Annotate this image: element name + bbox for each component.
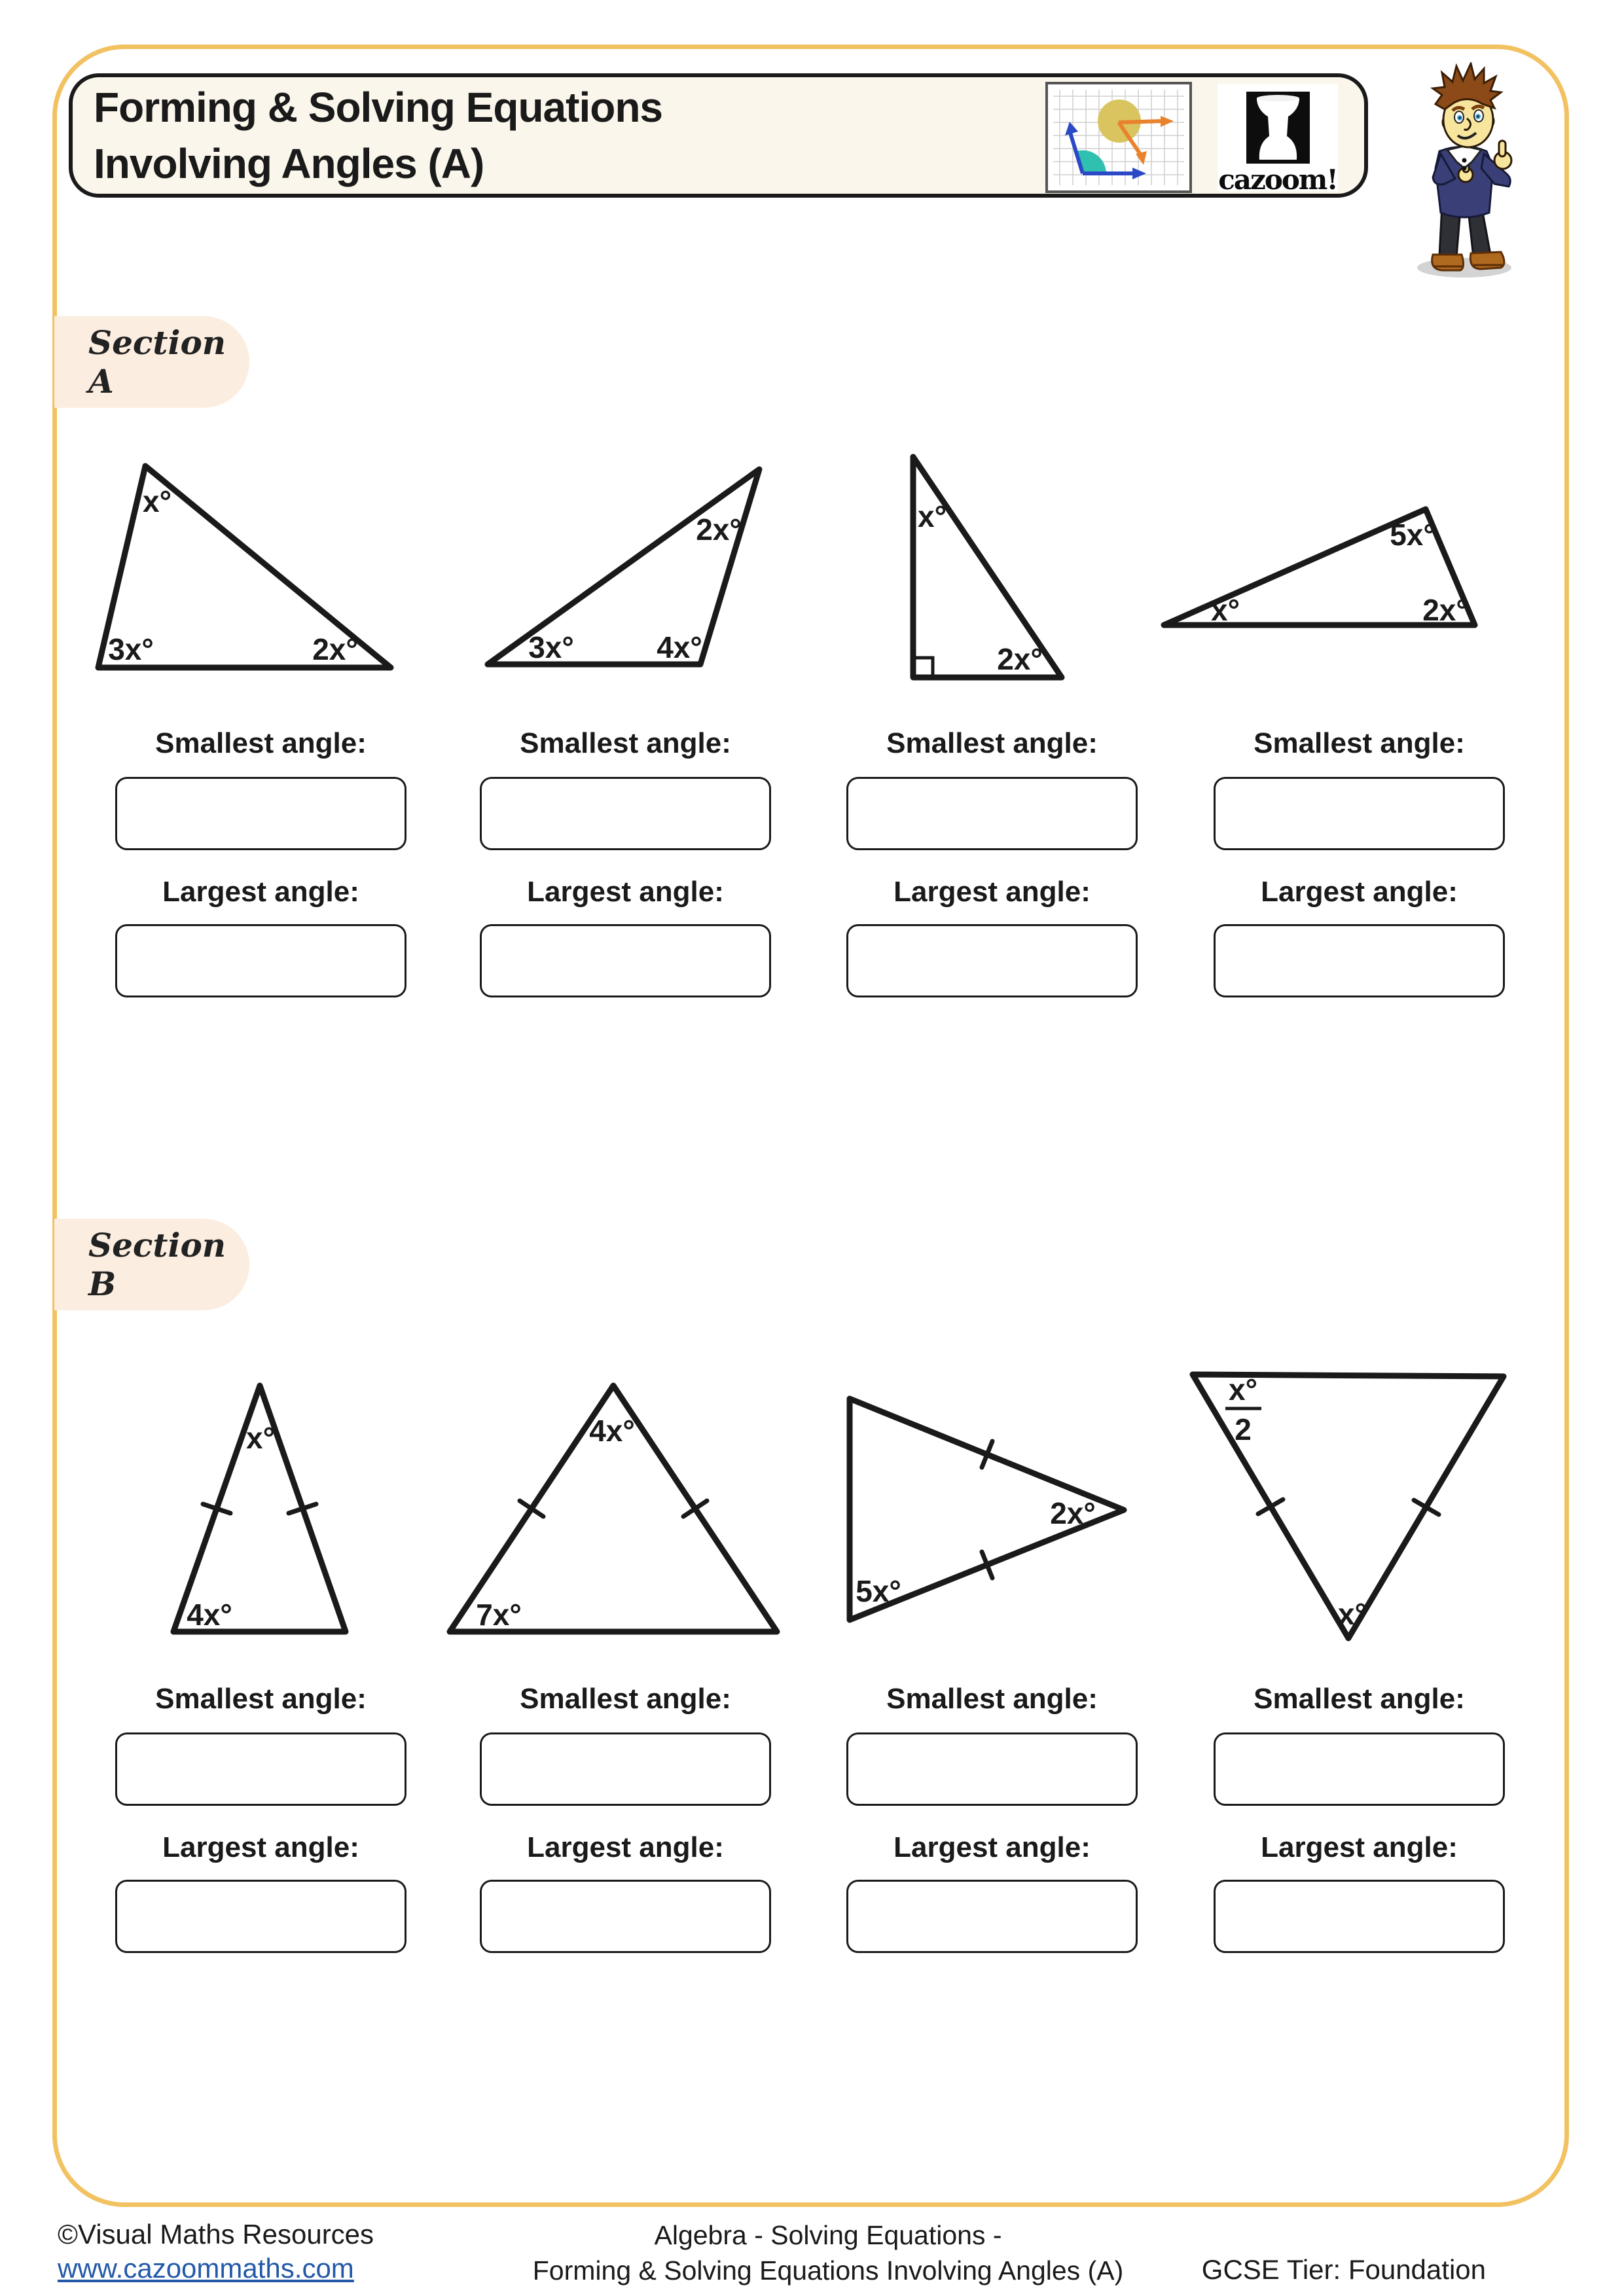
smallest-angle-label: Smallest angle: [886, 727, 1098, 759]
smallest-angle-answer-box[interactable] [115, 1732, 406, 1806]
answer-column-a1 [115, 725, 406, 997]
angle-label-fraction-denominator: 2 [1235, 1412, 1252, 1446]
angles-diagram-icon [1045, 82, 1192, 193]
angle-label: 5x° [856, 1574, 901, 1608]
smallest-angle-answer-box[interactable] [1214, 1732, 1505, 1806]
footer-left [58, 2217, 374, 2286]
triangle-a3 [913, 457, 1062, 677]
boy-mascot-illustration [1411, 62, 1523, 279]
gcse-tier-text: GCSE Tier: Foundation [1201, 2254, 1486, 2285]
section-a-triangles [0, 425, 1624, 700]
section-a-label: Section A [88, 323, 226, 401]
largest-angle-answer-box[interactable] [1214, 924, 1505, 997]
answer-column-b2 [480, 1681, 771, 1953]
smallest-angle-answer-box[interactable] [115, 777, 406, 850]
largest-angle-answer-box[interactable] [846, 1880, 1138, 1953]
answer-column-a2 [480, 725, 771, 997]
angle-label: 2x° [312, 632, 358, 666]
triangle-b1 [173, 1386, 346, 1632]
category-line1: Algebra - Solving Equations - [654, 2220, 1002, 2250]
largest-angle-label: Largest angle: [162, 1831, 359, 1863]
page-title-line2: Involving Angles (A) [94, 140, 484, 187]
angle-label-fraction-numerator: x° [1229, 1372, 1257, 1407]
smallest-angle-answer-box[interactable] [1214, 777, 1505, 850]
cazoom-drum-icon [1246, 92, 1310, 164]
answer-column-a3 [846, 725, 1138, 997]
smallest-angle-answer-box[interactable] [846, 777, 1138, 850]
angle-label: 2x° [1422, 593, 1468, 627]
smallest-angle-label: Smallest angle: [1254, 1683, 1465, 1715]
angle-label: 5x° [1390, 518, 1435, 552]
footer-category [419, 2217, 1237, 2288]
triangle-a4 [1164, 509, 1475, 627]
cazoom-logo-text: cazoom! [1218, 164, 1337, 196]
largest-angle-label: Largest angle: [162, 876, 359, 908]
angle-label: 3x° [108, 632, 154, 666]
triangle-b2 [450, 1386, 777, 1632]
angle-label: 2x° [997, 642, 1043, 676]
page-title-line1: Forming & Solving Equations [94, 84, 662, 131]
section-a-header [54, 316, 249, 408]
angle-label: 4x° [187, 1598, 232, 1632]
angle-label: 2x° [696, 512, 742, 547]
answer-column-b3 [846, 1681, 1138, 1953]
angle-label: x° [143, 484, 171, 518]
largest-angle-label: Largest angle: [527, 876, 724, 908]
largest-angle-label: Largest angle: [1261, 1831, 1458, 1863]
largest-angle-label: Largest angle: [1261, 876, 1458, 908]
largest-angle-answer-box[interactable] [115, 1880, 406, 1953]
largest-angle-answer-box[interactable] [480, 924, 771, 997]
category-line2: Forming & Solving Equations Involving Angles (A) [532, 2255, 1124, 2286]
answer-column-a4 [1214, 725, 1505, 997]
smallest-angle-answer-box[interactable] [480, 1732, 771, 1806]
copyright-text: ©Visual Maths Resources [58, 2219, 374, 2250]
largest-angle-label: Largest angle: [527, 1831, 724, 1863]
largest-angle-answer-box[interactable] [1214, 1880, 1505, 1953]
section-b-header [54, 1219, 249, 1310]
triangle-a1 [98, 466, 391, 668]
angle-label: 4x° [589, 1414, 635, 1448]
website-link[interactable]: www.cazoommaths.com [58, 2253, 354, 2284]
smallest-angle-label: Smallest angle: [520, 1683, 731, 1715]
triangle-b3 [850, 1399, 1124, 1620]
largest-angle-answer-box[interactable] [480, 1880, 771, 1953]
smallest-angle-label: Smallest angle: [155, 1683, 367, 1715]
largest-angle-answer-box[interactable] [846, 924, 1138, 997]
answer-column-b4 [1214, 1681, 1505, 1953]
angle-label: 7x° [476, 1598, 522, 1632]
smallest-angle-label: Smallest angle: [1254, 727, 1465, 759]
section-b-label: Section B [88, 1226, 226, 1303]
largest-angle-label: Largest angle: [893, 1831, 1091, 1863]
smallest-angle-label: Smallest angle: [155, 727, 367, 759]
smallest-angle-answer-box[interactable] [480, 777, 771, 850]
angle-label: 3x° [528, 630, 574, 664]
answer-column-b1 [115, 1681, 406, 1953]
smallest-angle-answer-box[interactable] [846, 1732, 1138, 1806]
angle-label: 4x° [657, 630, 702, 664]
angle-label: x° [246, 1421, 275, 1455]
triangle-a2 [488, 469, 759, 664]
angle-label: x° [1338, 1597, 1367, 1631]
angle-label: x° [918, 499, 947, 533]
triangle-b4 [1193, 1372, 1504, 1638]
angle-label: x° [1211, 593, 1240, 627]
smallest-angle-label: Smallest angle: [520, 727, 731, 759]
smallest-angle-label: Smallest angle: [886, 1683, 1098, 1715]
largest-angle-answer-box[interactable] [115, 924, 406, 997]
section-b-triangles [0, 1348, 1624, 1662]
cazoom-logo [1218, 84, 1338, 196]
angle-label: 2x° [1050, 1496, 1096, 1530]
largest-angle-label: Largest angle: [893, 876, 1091, 908]
